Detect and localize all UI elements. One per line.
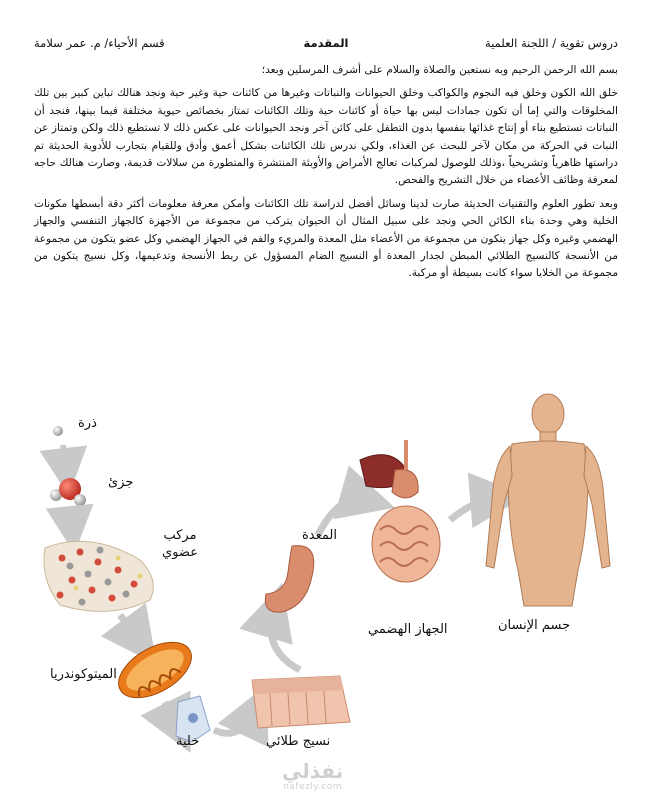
label-digestive-system: الجهاز الهضمي [368,622,448,637]
header-course: دروس تقوية / اللجنة العلمية [485,36,618,50]
arrow-atom-molecule [63,445,66,472]
watermark [282,760,343,792]
label-epithelial-tissue: نسيج طلائي [266,734,331,749]
organization-levels-figure [0,380,652,802]
label-cell: خلية [176,734,200,749]
arrow-mitochondria-cell [165,702,178,728]
epithelial-tissue-icon [252,676,350,728]
header-department: قسم الأحياء/ م. عمر سلامة [34,36,165,50]
arrow-cell-tissue [214,710,255,733]
label-stomach: المعدة [302,528,337,543]
label-atom: ذرة [78,416,97,431]
page-title: المقدمة [303,36,349,50]
atom-icon [53,426,63,436]
arrow-compound-mitochondria [120,615,140,642]
arrow-molecule-compound [70,510,72,530]
page-header [34,36,618,56]
molecule-icon [50,478,86,506]
paragraph-1: خلق الله الكون وخلق فيه النجوم والكواكب وخلق الحيوانات والنباتات وغيرها من كائنات حية وغير حية ونجد هنالك تباين كبير بين تلك المخلوقات والتي إما أن تكون جمادات ليس بها حياة أو كائنات حية وتلك الكائنات تمتاز بخصائص حيوية مختلفة فيما بينها، فنجد أن النباتات تستطيع بناء أو إنتاج غذائها بنفسها بدون التطفل على كائن آخر ونجد الحيوانات على عكس ذلك لا تستطيع ذلك ولكن وتمتاز عن النبات في الحركة من مكان لآخر للبحث عن الغذاء، ولكي ندرس تلك الكائنات بشكل أعمق وأدق وللقيام بتجارب للأدوية الحديثة تم دراستها ظاهرياً وتشريحياً ،وذلك للوصول لمركبات تعالج الأمراض والأوبئة المنتشرة والمتطورة من سلالات قديمة، وصارت هنالك حاجه لمعرفة وظائف الأعضاء من خلال التشريح والفحص. [34,87,618,187]
organic-compound-icon [44,541,153,611]
watermark-arabic: نفذلي [282,759,344,783]
paragraph-2: وبعد تطور العلوم والتقنيات الحديثة صارت لدينا وسائل أفضل لدراسة تلك الكائنات وأمكن معرفة معلومات أكثر دقة أبسطها مكونات الخلية وهي وحدة بناء الكائن الحي ونجد على سبيل المثال أن الحيوان يتركب من مجموعة من الأجهزة كالجهاز التنفسي والجهاز الهضمي وغيره وكل جهاز يتكون من مجموعة من الأعضاء مثل المعدة والمريء والفم في الجهاز الهضمي وكل عضو يتكون من مجموعة من الأنسجة كالنسيج الطلائي المبطن لجدار المعدة أو النسيج الضام المسؤول عن ربط الأنسجة وتدعيمها، وكل نسيج يتكون من مجموعة من الخلايا سواء كانت بسيطة أو مركبة. [34,197,618,280]
label-mitochondria: الميتوكوندريا [50,667,117,682]
human-body-icon [486,394,610,606]
stomach-icon [265,546,313,613]
intro-text [34,62,618,289]
arrow-tissue-stomach [271,610,300,670]
watermark-latin: nafezly.com [283,782,342,792]
label-human-body: جسم الإنسان [498,618,571,633]
label-organic-compound: مركب عضوي [162,528,198,560]
opening-line: بسم الله الرحمن الرحيم وبه نستعين والصلاة والسلام على أشرف المرسلين وبعد؛ [261,64,618,76]
digestive-system-icon [360,440,440,582]
label-molecule: جزئ [108,475,134,490]
mitochondria-icon [109,631,200,709]
